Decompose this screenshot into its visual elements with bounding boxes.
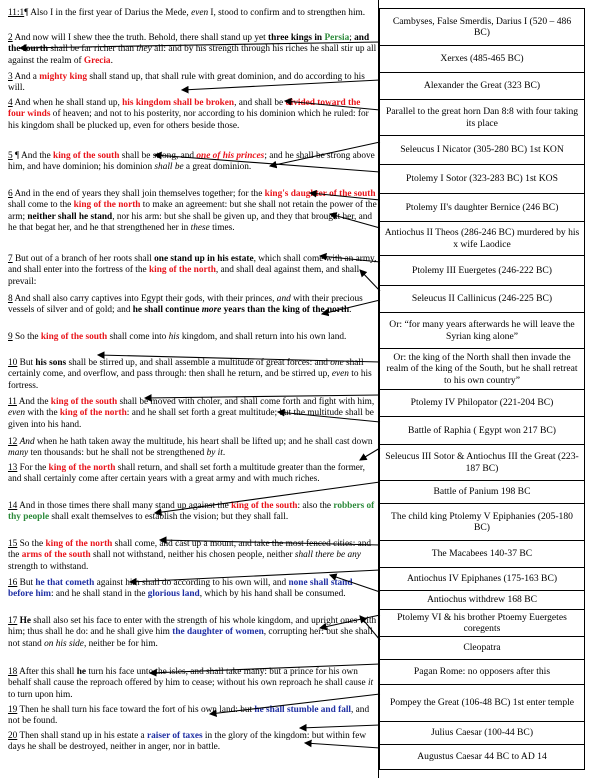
verse-text: glorious land: [147, 589, 200, 600]
verse-text: to make an agreement: but she shall not retain the power of the arm;: [8, 200, 377, 222]
verse-text: neither shall he stand: [27, 211, 113, 222]
verse-text: king of the north: [73, 200, 141, 211]
note-alexander: Alexander the Great (323 BC): [379, 72, 585, 100]
verse-text: I, stood to confirm and to strengthen him.: [208, 8, 366, 18]
verse-text: So the: [17, 539, 46, 549]
verse-5: [8, 151, 378, 174]
note-seleucus2: Seleucus II Callinicus (246-225 BC): [379, 285, 585, 313]
verse-text: shall exalt themselves to establish the vision; but they shall fall.: [49, 512, 289, 523]
verse-text: , and not be found.: [8, 705, 370, 727]
verse-text: king of the north: [59, 408, 127, 419]
note-pompey: Pompey the Great (106-48 BC) 1st enter temple: [379, 684, 585, 722]
verse-text: , and shall deal against them, and shall prevail:: [8, 265, 360, 287]
verse-text: king of the south: [50, 397, 118, 407]
verse-text: they: [136, 44, 152, 55]
verse-text: And in the end of years they shall join themselves together; for the: [12, 189, 265, 199]
verse-text: king's daughter of the south: [264, 189, 376, 199]
note-raphia: Battle of Raphia ( Egypt won 217 BC): [379, 416, 585, 445]
verse-text: three kings in: [268, 33, 323, 43]
verse-text: and: [276, 294, 291, 304]
verse-text: any: [347, 550, 361, 561]
verse-text: to turn upon him.: [8, 689, 73, 700]
verse-20: [8, 731, 378, 754]
verse-number: 13: [8, 463, 18, 473]
verse-text: , corrupting her: but she shall not stand: [8, 627, 373, 649]
verse-text: shall certainly come, and overflow, and pass through: then shall he return, and be stirred up,: [8, 358, 364, 380]
verse-text: against him shall do according to his own will, and: [94, 578, 289, 588]
verse-text: it: [367, 678, 374, 689]
verse-text: his kingdom shall be broken: [122, 98, 235, 108]
verse-text: when he hath taken away the multitude, his heart shall be lifted up; and he shall cast down: [34, 437, 373, 447]
verse-number: 17: [8, 616, 18, 626]
verse-text: But out of a branch of her roots shall: [12, 254, 155, 264]
verse-text: And when he shall stand up,: [12, 98, 123, 108]
verse-number: 11:1: [8, 8, 25, 18]
verse-text: strength to withstand.: [8, 561, 89, 572]
verse-number: 14: [8, 501, 18, 511]
verse-text: many: [8, 448, 29, 459]
verse-number: 11: [8, 397, 17, 407]
verse-text: Persia: [324, 33, 350, 43]
verse-text: more: [201, 305, 222, 316]
verse-text: one: [330, 358, 344, 368]
verse-12: [8, 437, 378, 460]
verse-number: 8: [8, 294, 13, 304]
verse-text: king of the south: [231, 501, 298, 511]
verse-text: his sons: [35, 358, 67, 368]
verse-14: [8, 501, 378, 524]
note-or-2: Or: the king of the North shall then invade the realm of the king of the South, but he shall retreat to his own country”: [379, 348, 585, 390]
verse-text: ;: [349, 33, 355, 43]
verse-15: [8, 539, 378, 573]
verse-number: 2: [8, 33, 13, 43]
verse-text: After this shall: [17, 667, 77, 677]
verse-text: He: [19, 616, 31, 626]
verse-text: king of the north: [48, 463, 116, 473]
verse-text: For the: [17, 463, 49, 473]
verse-text: .: [110, 55, 113, 66]
verse-text: king of the south: [40, 332, 108, 342]
verse-text: Then shall stand up in his estate a: [17, 731, 147, 741]
verse-2: [8, 33, 378, 67]
verse-number: 7: [8, 254, 13, 264]
verse-text: shall stand up, that shall rule with great dominion, and do according to his will.: [8, 72, 365, 94]
verse-text: the daughter of women: [172, 627, 264, 638]
verse-10: [8, 358, 378, 392]
note-withdrew: Antiochus withdrew 168 BC: [379, 590, 585, 610]
verse-text: mighty king: [39, 72, 88, 82]
verse-text: on his side: [44, 638, 84, 649]
verse-text: kingdom, and shall return into his own land.: [179, 332, 347, 342]
verse-text: shall be far richer than: [48, 44, 137, 55]
note-panium: Battle of Panium 198 BC: [379, 480, 585, 504]
verse-text: with their precious vessels of silver and of gold; and: [8, 294, 363, 316]
verse-text: shall also set his face to enter with the strength of his whole kingdom, and upright ones with him; thus shall he do: and he shall give him: [8, 616, 377, 638]
verse-6: [8, 189, 378, 234]
verse-text: king of the north: [45, 539, 113, 549]
verse-text: all: and by his strength through his riches he shall stir up all against the realm of: [8, 44, 377, 66]
verse-17: [8, 616, 378, 650]
verse-text: even: [191, 8, 209, 18]
verse-text: king of the south: [53, 151, 120, 161]
verse-text: So the: [12, 332, 41, 342]
verse-text: even: [8, 408, 26, 419]
verse-text: times.: [209, 222, 235, 233]
verse-text: he that cometh: [35, 578, 95, 588]
verse-text: he shall continue: [132, 305, 200, 316]
verse-text: Then he shall turn his face toward the fort of his own land: but: [17, 705, 255, 715]
verse-text: with the: [25, 408, 60, 419]
verse-text: , neither be for him.: [83, 638, 158, 649]
verse-text: .: [222, 448, 226, 459]
note-seleucus3: Seleucus III Sotor & Antiochus III the Great (223-187 BC): [379, 444, 585, 481]
verse-text: .: [349, 305, 352, 316]
note-julius: Julius Caesar (100-44 BC): [379, 721, 585, 745]
verse-number: 19: [8, 705, 18, 715]
verse-text: shall be stirred up, and shall assemble a multitude of great forces: and: [66, 358, 331, 368]
verse-text: But: [17, 358, 36, 368]
verse-text: by it: [206, 448, 223, 459]
verse-text: robbers of thy people: [8, 501, 375, 523]
verse-number: 16: [8, 578, 18, 588]
verse-13: [8, 463, 378, 486]
note-ptolemy1: Ptolemy I Sotor (323-283 BC) 1st KOS: [379, 164, 585, 194]
verse-text: And shall also carry captives into Egypt their gods, with their princes,: [12, 294, 277, 304]
verse-text: : and he shall set forth a great multitude; but the multitude shall be given into his hand.: [8, 408, 374, 430]
verse-text: , and shall be: [234, 98, 286, 108]
verse-text: ; and he shall be strong above him, and have dominion; his dominion: [8, 151, 375, 173]
verse-text: even: [331, 369, 349, 380]
verse-text: And: [19, 437, 35, 447]
verse-text: and the fourth: [8, 33, 370, 55]
note-seleucus1: Seleucus I Nicator (305-280 BC) 1st KON: [379, 135, 585, 165]
verse-text: ¶ Also I in the first year of Darius the Mede,: [24, 8, 192, 18]
verse-text: But: [17, 578, 36, 588]
verse-text: ten thousands: but he shall not be strengthened: [28, 448, 207, 459]
verse-number: 3: [8, 72, 13, 82]
note-or-1: Or: “for many years afterwards he will leave the Syrian king alone”: [379, 312, 585, 349]
verse-text: none shall stand before him: [8, 578, 353, 600]
verse-text: these: [190, 222, 210, 233]
annotation-column: [379, 8, 587, 776]
verse-text: And the: [16, 397, 51, 407]
verse-text: shall there be: [294, 550, 346, 561]
verse-text: : and he shall stand in the: [50, 589, 148, 600]
verse-text: , which by his hand shall be consumed.: [199, 589, 346, 600]
verse-11: [8, 397, 378, 431]
note-augustus: Augustus Caesar 44 BC to AD 14: [379, 744, 585, 770]
verse-number: 18: [8, 667, 18, 677]
verse-text: a great dominion.: [183, 162, 252, 173]
note-xerxes: Xerxes (485-465 BC): [379, 45, 585, 73]
note-pagan-rome: Pagan Rome: no opposers after this: [379, 659, 585, 685]
verse-text: shall not withstand, neither his chosen people, neither: [90, 550, 295, 561]
note-cambyses: Cambyses, False Smerdis, Darius I (520 – 486 BC): [379, 8, 585, 46]
verse-text: to his fortress.: [8, 369, 372, 391]
verse-number: 20: [8, 731, 18, 741]
note-parallel: Parallel to the great horn Dan 8:8 with four taking its place: [379, 99, 585, 136]
verse-text: And in those times there shall many stand up against the: [17, 501, 232, 511]
verse-text: his: [168, 332, 180, 342]
note-maccabees: The Macabees 140-37 BC: [379, 540, 585, 568]
verse-text: Grecia: [83, 55, 111, 66]
note-bernice: Ptolemy II's daughter Bernice (246 BC): [379, 193, 585, 222]
verse-8: [8, 294, 378, 317]
verse-number: 4: [8, 98, 13, 108]
note-antiochus2: Antiochus II Theos (286-246 BC) murdered by his x wife Laodice: [379, 221, 585, 256]
verse-text: And a: [12, 72, 40, 82]
verse-text: And now will I shew thee the truth. Behold, there shall stand up yet: [12, 33, 269, 43]
verse-text: king of the north: [148, 265, 216, 276]
verse-text: turn his face unto the isles, and shall take many: but a prince for his own behalf shall cause the reproach offered by him to cease; without his own reproach he shall cause: [8, 667, 368, 689]
verse-text: shall be strong, and: [119, 151, 197, 161]
note-ptolemy4: Ptolemy IV Philopator (221-204 BC): [379, 389, 585, 417]
verse-text: shall come into: [107, 332, 169, 342]
verse-text: shall be moved with choler, and shall come forth and fight with him,: [117, 397, 375, 407]
verse-text: shall be: [154, 162, 184, 173]
verse-text: , which shall come with an army, and shall enter into the fortress of the: [8, 254, 377, 276]
verse-text: in the glory of the kingdom: but within few days he shall be destroyed, neither in anger, nor in battle.: [8, 731, 367, 753]
verse-text: raiser of taxes: [147, 731, 203, 741]
note-ptolemy3: Ptolemy III Euergetes (246-222 BC): [379, 255, 585, 286]
verse-text: ¶ And the: [12, 151, 54, 161]
verse-text: years than the king of the north: [223, 305, 350, 316]
verse-text: shall come, and cast up a mount, and take the most fenced cities: and the: [8, 539, 372, 561]
note-ptolemy6: Ptolemy VI & his brother Ptoemy Euergetes coregents: [379, 609, 585, 637]
verse-text: one stand up in his estate: [154, 254, 254, 264]
verse-text: shall come to the: [8, 200, 74, 211]
verse-3: [8, 72, 378, 95]
verse-18: [8, 667, 378, 701]
verse-text: of heaven; and not to his posterity, nor according to his dominion which he ruled: for his kingdom shall be plucked up, even for others beside those.: [8, 109, 369, 131]
note-cleopatra: Cleopatra: [379, 636, 585, 660]
verse-number: 9: [8, 332, 13, 342]
verse-text: , nor his arm: but she shall be given up, and they that brought her, and he that begat her, and he that strengthened her in: [8, 211, 373, 233]
verse-19: [8, 705, 378, 728]
verse-text: shall return, and shall set forth a multitude greater than the former, and shall certainly come after certain years with a great army and with much riches.: [8, 463, 365, 485]
verse-16: [8, 578, 378, 601]
verse-number: 12: [8, 437, 18, 447]
verse-text: he shall stumble and fall: [254, 705, 352, 715]
note-antiochus4: Antiochus IV Epiphanes (175-163 BC): [379, 567, 585, 591]
verse-1: [8, 8, 378, 19]
note-ptolemy5: The child king Ptolemy V Epiphanies (205-180 BC): [379, 503, 585, 541]
verse-number: 15: [8, 539, 18, 549]
verse-number: 6: [8, 189, 13, 199]
verse-text: one of his princes: [196, 151, 265, 161]
verse-number: 10: [8, 358, 18, 368]
verse-text: arms of the south: [21, 550, 91, 561]
verse-4: [8, 98, 378, 132]
verse-text: he: [76, 667, 86, 677]
verse-number: 5: [8, 151, 13, 161]
verse-7: [8, 254, 378, 288]
verse-9: [8, 332, 378, 343]
verse-column: [8, 8, 378, 776]
verse-text: : also the: [297, 501, 334, 511]
verse-text: divided toward the four winds: [8, 98, 361, 120]
